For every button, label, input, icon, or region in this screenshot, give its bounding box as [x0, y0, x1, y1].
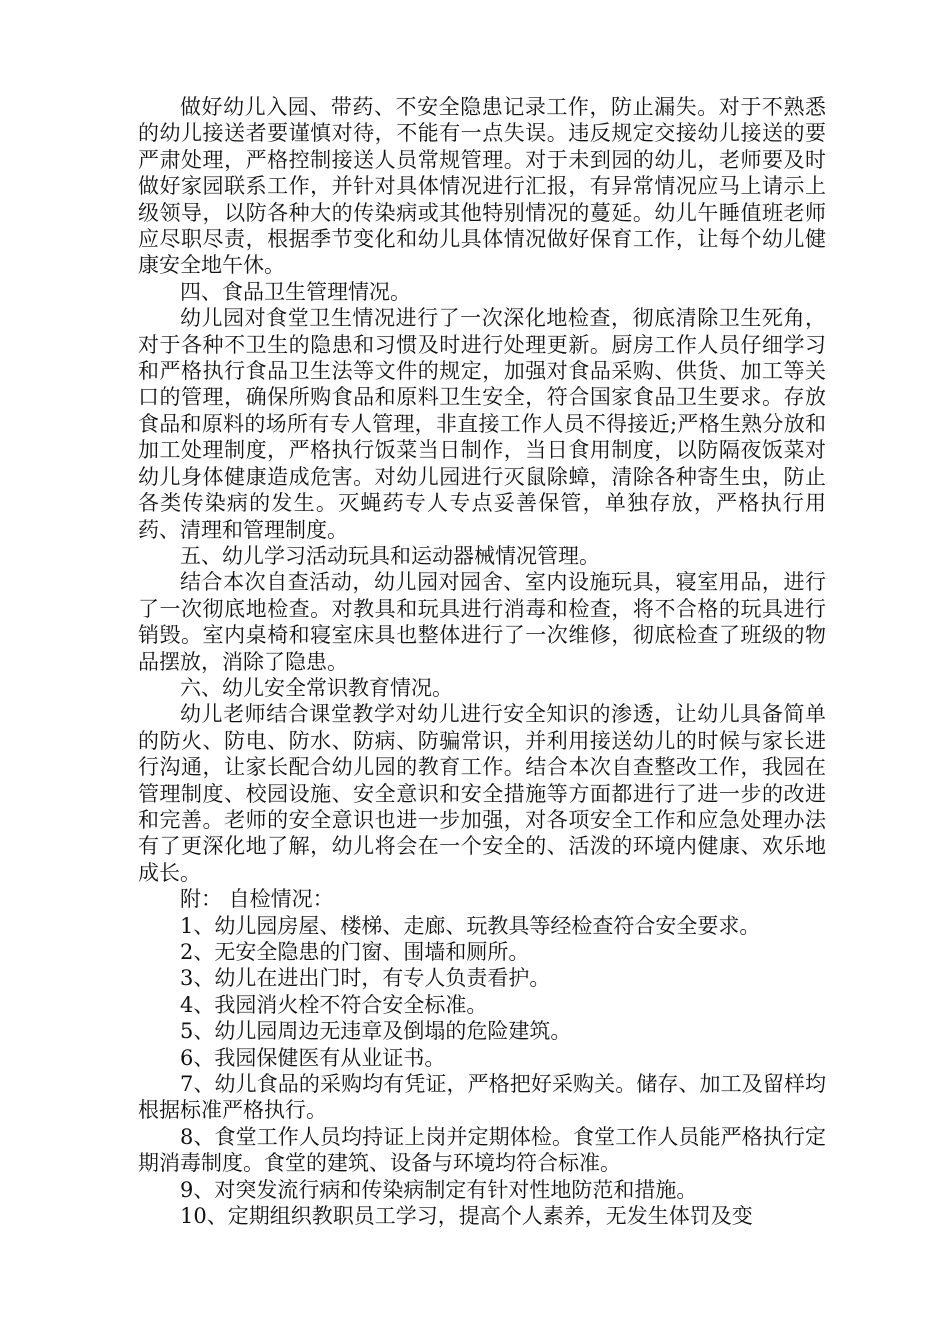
- self-check-item: 6、我园保健医有从业证书。: [180, 1045, 446, 1070]
- paragraph-safety-education: 幼儿老师结合课堂教学对幼儿进行安全知识的渗透，让幼儿具备简单的防火、防电、防水、防病、防骗常识，并利用接送幼儿的时候与家长进行沟通，让家长配合幼儿园的教育工作。结合本次自查整改工作，我园在管理制度、校园设施、安全意识和安全措施等方面都进行了进一步的改进和完善。老师的安全意识也进一步加强，对各项安全工作和应急处理办法有了更深化地了解，幼儿将会在一个安全的、活泼的环境内健康、欢乐地成长。: [138, 702, 826, 885]
- section-heading-toys-equipment: 五、幼儿学习活动玩具和运动器械情况管理。: [180, 543, 600, 568]
- paragraph-toys-equipment: 结合本次自查活动，幼儿园对园舍、室内设施玩具，寝室用品，进行了一次彻底地检查。对教具和玩具进行消毒和检查，将不合格的玩具进行销毁。室内桌椅和寝室床具也整体进行了一次维修，彻底检查了班级的物品摆放，消除了隐患。: [138, 570, 826, 674]
- section-heading-food-hygiene: 四、食品卫生管理情况。: [180, 279, 411, 304]
- appendix-heading-self-check: 附： 自检情况：: [180, 887, 334, 912]
- paragraph-pickup-safety: 做好幼儿入园、带药、不安全隐患记录工作，防止漏失。对于不熟悉的幼儿接送者要谨慎对待，不能有一点失误。违反规定交接幼儿接送的要严肃处理，严格控制接送人员常规管理。对于未到园的幼儿，老师要及时做好家园联系工作，并针对具体情况进行汇报，有异常情况应马上请示上级领导，以防各种大的传染病或其他特别情况的蔓延。幼儿午睡值班老师应尽职尽责，根据季节变化和幼儿具体情况做好保育工作，让每个幼儿健康安全地午休。: [138, 95, 826, 278]
- section-heading-safety-education: 六、幼儿安全常识教育情况。: [180, 675, 453, 700]
- document-page: [138, 94, 826, 1229]
- self-check-item: 2、无安全隐患的门窗、围墙和厕所。: [180, 940, 530, 964]
- self-check-item: 4、我园消火栓不符合安全标准。: [180, 992, 488, 1017]
- self-check-item: 7、幼儿食品的采购均有凭证，严格把好采购关。储存、加工及留样均根据标准严格执行。: [138, 1072, 826, 1123]
- self-check-item: 8、食堂工作人员均持证上岗并定期体检。食堂工作人员能严格执行定期消毒制度。食堂的建筑、设备与环境均符合标准。: [138, 1124, 826, 1176]
- self-check-item: 10、定期组织教职员工学习，提高个人素养，无发生体罚及变: [180, 1204, 753, 1229]
- self-check-item: 9、对突发流行病和传染病制定有针对性地防范和措施。: [180, 1177, 698, 1202]
- self-check-item: 1、幼儿园房屋、楼梯、走廊、玩教具等经检查符合安全要求。: [180, 913, 761, 938]
- self-check-item: 5、幼儿园周边无违章及倒塌的危险建筑。: [180, 1019, 572, 1044]
- paragraph-food-hygiene: 幼儿园对食堂卫生情况进行了一次深化地检查，彻底清除卫生死角，对于各种不卫生的隐患和习惯及时进行处理更新。厨房工作人员仔细学习和严格执行食品卫生法等文件的规定，加强对食品采购、供货、加工等关口的管理，确保所购食品和原料卫生安全，符合国家食品卫生要求。存放食品和原料的场所有专人管理，非直接工作人员不得接近;严格生熟分放和加工处理制度，严格执行饭菜当日制作，当日食用制度，以防隔夜饭菜对幼儿身体健康造成危害。对幼儿园进行灭鼠除蟑，清除各种寄生虫，防止各类传染病的发生。灭蝇药专人专点妥善保管，单独存放，严格执行用药、清理和管理制度。: [138, 306, 826, 542]
- self-check-item: 3、幼儿在进出门时，有专人负责看护。: [180, 966, 551, 991]
